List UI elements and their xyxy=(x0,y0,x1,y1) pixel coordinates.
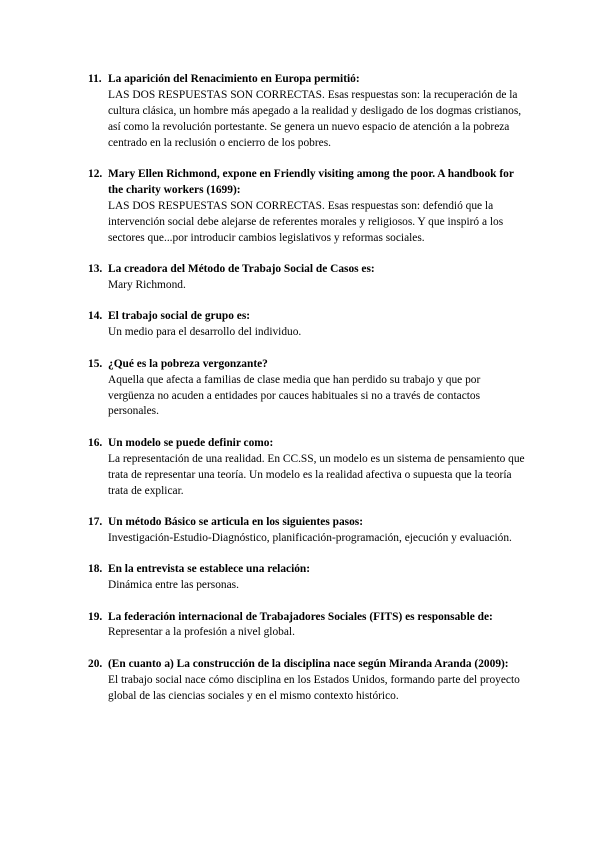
question-item-11 xyxy=(88,72,528,152)
question-number: 15. xyxy=(88,357,103,370)
answer-text: Un medio para el desarrollo del individuo. xyxy=(108,326,302,339)
question-number: 18. xyxy=(88,563,103,576)
question-text: ¿Qué es la pobreza vergonzante? xyxy=(108,357,268,370)
question-body xyxy=(108,357,528,421)
question-body xyxy=(108,262,528,294)
question-text: Un método Básico se articula en los siguientes pasos: xyxy=(108,515,364,528)
question-body xyxy=(108,515,528,547)
question-item-15 xyxy=(88,357,528,421)
question-item-17 xyxy=(88,515,528,547)
question-body xyxy=(108,309,528,341)
question-item-13 xyxy=(88,262,528,294)
answer-text: El trabajo social nace cómo disciplina en los Estados Unidos, formando parte del proyecto global de las ciencias sociales y en el mismo contexto histórico. xyxy=(108,673,520,702)
question-item-19 xyxy=(88,610,528,642)
question-body xyxy=(108,562,528,594)
question-body xyxy=(108,610,528,642)
answer-text: La representación de una realidad. En CC.SS, un modelo es un sistema de pensamiento que trata de representar una teoría. Un modelo es la realidad afectiva o supuesta que la teoría trata de explicar. xyxy=(108,452,525,497)
question-item-14 xyxy=(88,309,528,341)
question-item-16 xyxy=(88,436,528,500)
question-number: 19. xyxy=(88,610,103,623)
question-text: La creadora del Método de Trabajo Social de Casos es: xyxy=(108,263,375,276)
question-text: En la entrevista se establece una relación: xyxy=(108,563,311,576)
question-number: 16. xyxy=(88,436,103,449)
answer-text: Investigación-Estudio-Diagnóstico, planificación-programación, ejecución y evaluación. xyxy=(108,531,512,544)
question-item-12 xyxy=(88,167,528,247)
answer-text: Mary Richmond. xyxy=(108,278,186,291)
question-text: La aparición del Renacimiento en Europa permitió: xyxy=(108,73,360,85)
question-text: La federación internacional de Trabajadores Sociales (FITS) es responsable de: xyxy=(108,610,493,623)
question-body xyxy=(108,657,528,705)
question-item-18 xyxy=(88,562,528,594)
question-number: 20. xyxy=(88,657,103,670)
question-number: 17. xyxy=(88,515,103,528)
question-text: (En cuanto a) La construcción de la disciplina nace según Miranda Aranda (2009): xyxy=(108,657,509,670)
question-body xyxy=(108,436,528,500)
answer-text: Aquella que afecta a familias de clase media que han perdido su trabajo y que por vergüenza no acuden a entidades por cauces habituales si no a través de contactos personales. xyxy=(108,373,481,418)
answer-text: LAS DOS RESPUESTAS SON CORRECTAS. Esas respuestas son: la recuperación de la cultura clásica, un hombre más apegado a la realidad y desligado de los dogmas cristianos, así como la revolución portestante. Se genera un nuevo espacio de atención a la pobreza centrado en la reclusión o encierro de los pobres. xyxy=(108,88,522,149)
question-body xyxy=(108,167,528,247)
question-text: Mary Ellen Richmond, expone en Friendly visiting among the poor. A handbook for the charity workers (1699): xyxy=(108,168,514,196)
question-body xyxy=(108,72,528,152)
answer-text: Dinámica entre las personas. xyxy=(108,579,239,592)
question-text: Un modelo se puede definir como: xyxy=(108,436,274,449)
question-number: 12. xyxy=(88,168,103,181)
question-number: 14. xyxy=(88,310,103,323)
answer-text: LAS DOS RESPUESTAS SON CORRECTAS. Esas respuestas son: defendió que la intervención social debe alejarse de referentes morales y religiosos. Y que inspiró a los sectores que...por introducir cambios legislativos y reformas sociales. xyxy=(108,199,504,244)
answer-text: Representar a la profesión a nivel global. xyxy=(108,626,295,639)
question-number: 13. xyxy=(88,263,103,276)
question-list xyxy=(88,72,528,720)
question-item-20 xyxy=(88,657,528,705)
question-text: El trabajo social de grupo es: xyxy=(108,310,251,323)
question-number: 11. xyxy=(88,73,102,85)
